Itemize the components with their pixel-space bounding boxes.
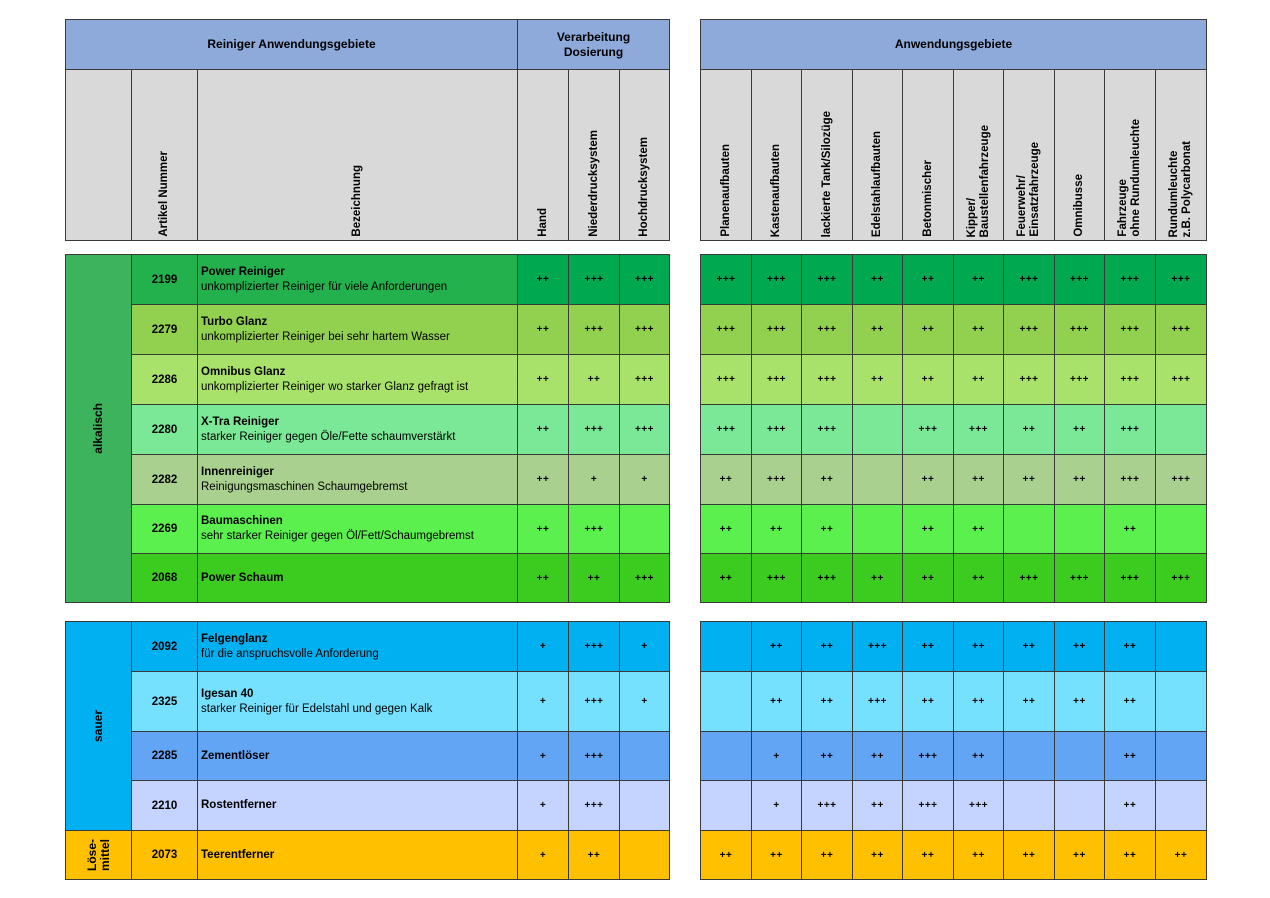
area-rating: +++ [902, 404, 954, 455]
header-dosing-niederdrucksystem-line: Niederdrucksystem [587, 130, 600, 237]
article-number: 2068 [131, 553, 198, 603]
dosing-rating: ++ [568, 553, 620, 603]
area-rating: +++ [700, 254, 752, 305]
area-rating: ++ [852, 731, 903, 781]
area-rating: ++ [953, 454, 1004, 505]
product-title: Igesan 40 [201, 687, 254, 700]
area-rating: ++ [902, 830, 954, 880]
area-rating: +++ [1104, 354, 1156, 405]
product-name-cell [197, 731, 518, 781]
header-dosing-line-2: Dosierung [563, 44, 624, 59]
product-description: starker Reiniger gegen Öle/Fette schaumverstärkt [201, 430, 456, 443]
area-rating: +++ [751, 304, 802, 355]
header-dosing-line-1: Verarbeitung [556, 29, 631, 44]
header-area-8-line: Omnibusse [1073, 174, 1085, 237]
area-rating: +++ [1054, 553, 1105, 603]
header-area-7-text [1016, 142, 1042, 237]
area-rating [1054, 731, 1105, 781]
header-area-8-text [1073, 174, 1086, 237]
area-rating: ++ [751, 830, 802, 880]
area-rating: ++ [1054, 454, 1105, 505]
area-rating: ++ [1054, 830, 1105, 880]
product-description: starker Reiniger für Edelstahl und gegen Kalk [201, 702, 433, 715]
product-title: Zementlöser [201, 749, 270, 762]
area-rating: ++ [902, 621, 954, 672]
header-area-5 [902, 69, 954, 241]
dosing-rating: + [517, 830, 569, 880]
header-area-6 [953, 69, 1004, 241]
area-rating: ++ [801, 830, 853, 880]
product-name-block [201, 632, 379, 662]
group-label-line: mittel [97, 838, 112, 871]
area-rating [852, 504, 903, 554]
group-label-2 [65, 830, 132, 880]
area-rating: ++ [1003, 671, 1055, 732]
header-area-2 [751, 69, 802, 241]
header-area-3-text [821, 111, 834, 237]
header-verarbeitung-dosierung [517, 19, 670, 70]
area-rating: ++ [902, 671, 954, 732]
area-rating: +++ [751, 254, 802, 305]
header-area-6-text [966, 125, 992, 237]
product-name-block [201, 571, 283, 586]
article-number: 2073 [131, 830, 198, 880]
product-description: unkomplizierter Reiniger wo starker Glanz gefragt ist [201, 380, 469, 393]
area-rating: ++ [751, 621, 802, 672]
dosing-rating [619, 731, 670, 781]
product-name-cell [197, 504, 518, 554]
dosing-rating: ++ [517, 304, 569, 355]
area-rating: ++ [902, 304, 954, 355]
area-rating: ++ [801, 454, 853, 505]
product-description: unkomplizierter Reiniger bei sehr hartem Wasser [201, 330, 450, 343]
area-rating: +++ [700, 354, 752, 405]
group-label-1 [65, 621, 132, 831]
area-rating [1155, 404, 1207, 455]
area-rating: ++ [953, 304, 1004, 355]
product-name-block [201, 265, 447, 295]
header-area-6-line: Kipper/ [965, 197, 978, 237]
area-rating: ++ [1003, 454, 1055, 505]
dosing-rating: ++ [517, 404, 569, 455]
area-rating: ++ [852, 780, 903, 831]
article-number: 2199 [131, 254, 198, 305]
area-rating: ++ [902, 354, 954, 405]
dosing-rating: + [517, 731, 569, 781]
area-rating: +++ [852, 671, 903, 732]
dosing-rating: ++ [568, 354, 620, 405]
dosing-rating: ++ [517, 454, 569, 505]
article-number: 2092 [131, 621, 198, 672]
header-anwendungsgebiete: Anwendungsgebiete [700, 19, 1207, 70]
area-rating: +++ [801, 404, 853, 455]
header-reiniger-anwendungsgebiete: Reiniger Anwendungsgebiete [65, 19, 518, 70]
header-dosing-hand [517, 69, 569, 241]
area-rating: +++ [751, 454, 802, 505]
group-label-line: alkalisch [91, 403, 105, 454]
header-artikel-nummer-text [158, 151, 171, 237]
area-rating: +++ [953, 780, 1004, 831]
header-area-7-line: Feuerwehr/ [1016, 175, 1028, 237]
area-rating [852, 404, 903, 455]
dosing-rating: +++ [619, 553, 670, 603]
dosing-rating: +++ [568, 304, 620, 355]
area-rating: ++ [801, 504, 853, 554]
group-label-line: sauer [91, 709, 105, 743]
area-rating: ++ [1104, 504, 1156, 554]
area-rating: ++ [1054, 671, 1105, 732]
area-rating: +++ [1003, 553, 1055, 603]
header-area-5-line: Betonmischer [921, 160, 934, 237]
product-name-cell [197, 621, 518, 672]
dosing-rating: ++ [517, 354, 569, 405]
product-name-cell [197, 454, 518, 505]
header-area-10 [1155, 69, 1207, 241]
product-name-cell [197, 830, 518, 880]
dosing-rating: +++ [568, 404, 620, 455]
product-name-block [201, 848, 274, 863]
header-area-4 [852, 69, 903, 241]
dosing-rating: ++ [517, 504, 569, 554]
area-rating: +++ [801, 304, 853, 355]
area-rating: ++ [852, 254, 903, 305]
dosing-rating: + [619, 454, 670, 505]
area-rating: ++ [700, 454, 752, 505]
area-rating: ++ [700, 553, 752, 603]
dosing-rating [619, 504, 670, 554]
area-rating: +++ [1104, 404, 1156, 455]
area-rating: + [751, 731, 802, 781]
area-rating [1003, 780, 1055, 831]
header-area-4-line: Edelstahlaufbauten [871, 130, 883, 237]
area-rating: ++ [1104, 731, 1156, 781]
area-rating [852, 454, 903, 505]
header-area-1-text [720, 144, 733, 237]
area-rating [700, 780, 752, 831]
area-rating [1155, 780, 1207, 831]
header-dosing-hochdrucksystem-line: Hochdrucksystem [638, 137, 650, 237]
group-label-text [92, 403, 105, 454]
area-rating: +++ [902, 731, 954, 781]
area-rating: ++ [1104, 671, 1156, 732]
product-description: unkomplizierter Reiniger für viele Anforderungen [201, 280, 448, 293]
header-area-4-text [871, 131, 884, 237]
header-area-10-line: z.B. Polycarbonat [1181, 140, 1193, 237]
product-name-block [201, 465, 407, 495]
area-rating: ++ [1054, 621, 1105, 672]
article-number: 2210 [131, 780, 198, 831]
area-rating: +++ [1104, 553, 1156, 603]
area-rating: ++ [953, 830, 1004, 880]
product-name-cell [197, 254, 518, 305]
product-title: Teerentferner [201, 848, 275, 861]
area-rating: ++ [801, 731, 853, 781]
dosing-rating: + [517, 780, 569, 831]
area-rating: +++ [953, 404, 1004, 455]
area-rating: ++ [953, 504, 1004, 554]
area-rating [700, 621, 752, 672]
area-rating: ++ [902, 553, 954, 603]
header-dosing-hochdrucksystem [619, 69, 670, 241]
area-rating: +++ [700, 304, 752, 355]
header-area-1 [700, 69, 752, 241]
area-rating: ++ [801, 621, 853, 672]
product-title: X-Tra Reiniger [201, 415, 279, 428]
area-rating: +++ [1054, 254, 1105, 305]
product-name-block [201, 415, 455, 445]
area-rating: ++ [852, 553, 903, 603]
area-rating [1003, 731, 1055, 781]
area-rating: ++ [953, 354, 1004, 405]
header-dosing-hochdrucksystem-text [638, 137, 651, 237]
area-rating: ++ [953, 621, 1004, 672]
group-label-text [92, 710, 105, 742]
dosing-rating: +++ [619, 304, 670, 355]
header-blank-group [65, 69, 132, 241]
area-rating: ++ [852, 830, 903, 880]
product-title: Omnibus Glanz [201, 365, 286, 378]
product-title: Baumaschinen [201, 515, 283, 527]
dosing-rating: +++ [568, 731, 620, 781]
article-number: 2280 [131, 404, 198, 455]
dosing-rating: ++ [517, 553, 569, 603]
product-name-block [201, 365, 468, 395]
area-rating: ++ [902, 254, 954, 305]
article-number: 2286 [131, 354, 198, 405]
group-label-0 [65, 254, 132, 603]
area-rating: + [751, 780, 802, 831]
area-rating: ++ [801, 671, 853, 732]
area-rating: ++ [902, 454, 954, 505]
product-title: Turbo Glanz [201, 315, 268, 328]
header-area-6-line: Baustellenfahrzeuge [978, 124, 991, 237]
dosing-rating: + [619, 671, 670, 732]
product-title: Felgenglanz [201, 632, 268, 645]
dosing-rating: + [568, 454, 620, 505]
area-rating: +++ [1104, 254, 1156, 305]
header-area-10-text [1168, 141, 1194, 238]
header-area-3-line: lackierte Tank/Silozüge [820, 110, 833, 237]
area-rating: +++ [852, 621, 903, 672]
area-rating: ++ [1104, 780, 1156, 831]
area-rating [1155, 671, 1207, 732]
header-area-9-text [1117, 119, 1143, 237]
product-name-cell [197, 304, 518, 355]
dosing-rating: +++ [619, 254, 670, 305]
area-rating: +++ [751, 404, 802, 455]
area-rating [700, 671, 752, 732]
area-rating: +++ [1003, 254, 1055, 305]
dosing-rating: +++ [568, 504, 620, 554]
dosing-rating: ++ [517, 254, 569, 305]
dosing-rating: ++ [568, 830, 620, 880]
header-area-9 [1104, 69, 1156, 241]
header-area-7-line: Einsatzfahrzeuge [1029, 142, 1041, 237]
area-rating: +++ [1003, 304, 1055, 355]
product-description: für die anspruchsvolle Anforderung [201, 647, 379, 660]
area-rating: +++ [1104, 304, 1156, 355]
area-rating: ++ [1003, 621, 1055, 672]
area-rating: ++ [852, 304, 903, 355]
area-rating: ++ [953, 254, 1004, 305]
area-rating: +++ [1054, 354, 1105, 405]
product-name-block [201, 749, 269, 764]
dosing-rating: + [517, 671, 569, 732]
header-area-10-line: Rundumleuchte [1168, 150, 1180, 237]
area-rating: +++ [751, 553, 802, 603]
product-name-cell [197, 404, 518, 455]
dosing-rating: +++ [619, 404, 670, 455]
area-rating [1155, 621, 1207, 672]
header-artikel-nummer [131, 69, 198, 241]
area-rating [1054, 504, 1105, 554]
header-area-9-line: Fahrzeuge [1117, 179, 1129, 237]
area-rating: ++ [1054, 404, 1105, 455]
area-rating: ++ [953, 553, 1004, 603]
article-number: 2325 [131, 671, 198, 732]
header-artikel-nummer-line: Artikel Nummer [158, 151, 170, 237]
area-rating: ++ [953, 671, 1004, 732]
area-rating: ++ [751, 504, 802, 554]
header-dosing-niederdrucksystem [568, 69, 620, 241]
dosing-rating: +++ [568, 621, 620, 672]
product-title: Rostentferner [201, 799, 277, 811]
dosing-rating: +++ [619, 354, 670, 405]
area-rating: ++ [1155, 830, 1207, 880]
area-rating: +++ [1054, 304, 1105, 355]
header-dosing-text [557, 30, 630, 60]
dosing-rating [619, 780, 670, 831]
header-area-8 [1054, 69, 1105, 241]
product-name-block [201, 315, 450, 345]
article-number: 2285 [131, 731, 198, 781]
area-rating: +++ [1155, 553, 1207, 603]
header-area-2-line: Kastenaufbauten [770, 143, 782, 237]
product-title: Power Reiniger [201, 265, 285, 278]
product-name-cell [197, 354, 518, 405]
area-rating: ++ [751, 671, 802, 732]
area-rating: +++ [801, 254, 853, 305]
header-bezeichnung [197, 69, 518, 241]
header-bezeichnung-text: Bezeichnung [351, 165, 363, 237]
product-description: sehr starker Reiniger gegen Öl/Fett/Schaumgebremst [201, 530, 474, 542]
area-rating [1054, 780, 1105, 831]
area-rating: ++ [1003, 404, 1055, 455]
dosing-rating: +++ [568, 780, 620, 831]
header-dosing-hand-line: Hand [536, 208, 549, 237]
area-rating: +++ [1155, 354, 1207, 405]
header-area-3 [801, 69, 853, 241]
header-dosing-niederdrucksystem-text [588, 130, 601, 237]
area-rating: ++ [852, 354, 903, 405]
article-number: 2279 [131, 304, 198, 355]
header-area-5-text [922, 160, 935, 237]
area-rating [1003, 504, 1055, 554]
area-rating: ++ [902, 504, 954, 554]
area-rating: +++ [751, 354, 802, 405]
area-rating [1155, 504, 1207, 554]
area-rating: +++ [801, 780, 853, 831]
product-name-block [201, 687, 432, 717]
area-rating: ++ [700, 504, 752, 554]
header-area-7 [1003, 69, 1055, 241]
area-rating: ++ [1003, 830, 1055, 880]
product-title: Power Schaum [201, 571, 284, 584]
group-label-text [86, 839, 112, 871]
area-rating: +++ [1003, 354, 1055, 405]
area-rating: +++ [1155, 454, 1207, 505]
article-number: 2269 [131, 504, 198, 554]
product-name-cell [197, 780, 518, 831]
product-name-block [201, 514, 474, 544]
article-number: 2282 [131, 454, 198, 505]
product-name-cell [197, 553, 518, 603]
dosing-rating [619, 830, 670, 880]
area-rating: ++ [700, 830, 752, 880]
dosing-rating: +++ [568, 254, 620, 305]
dosing-rating: + [517, 621, 569, 672]
area-rating: ++ [953, 731, 1004, 781]
area-rating: +++ [1155, 254, 1207, 305]
area-rating [1155, 731, 1207, 781]
area-rating: +++ [801, 354, 853, 405]
product-name-block [201, 798, 276, 813]
area-rating: +++ [801, 553, 853, 603]
product-description: Reinigungsmaschinen Schaumgebremst [201, 480, 408, 493]
area-rating: +++ [1104, 454, 1156, 505]
area-rating: +++ [902, 780, 954, 831]
dosing-rating: + [619, 621, 670, 672]
header-area-9-line: ohne Rundumleuchte [1130, 119, 1142, 237]
group-label-line: Löse- [84, 838, 99, 871]
header-dosing-hand-text [537, 208, 550, 237]
product-title: Innenreiniger [201, 465, 274, 478]
area-rating [700, 731, 752, 781]
product-name-cell [197, 671, 518, 732]
dosing-rating: +++ [568, 671, 620, 732]
header-area-2-text [770, 144, 783, 237]
area-rating: +++ [1155, 304, 1207, 355]
area-rating: ++ [1104, 830, 1156, 880]
area-rating: ++ [1104, 621, 1156, 672]
area-rating: +++ [700, 404, 752, 455]
header-area-1-line: Planenaufbauten [719, 144, 732, 237]
